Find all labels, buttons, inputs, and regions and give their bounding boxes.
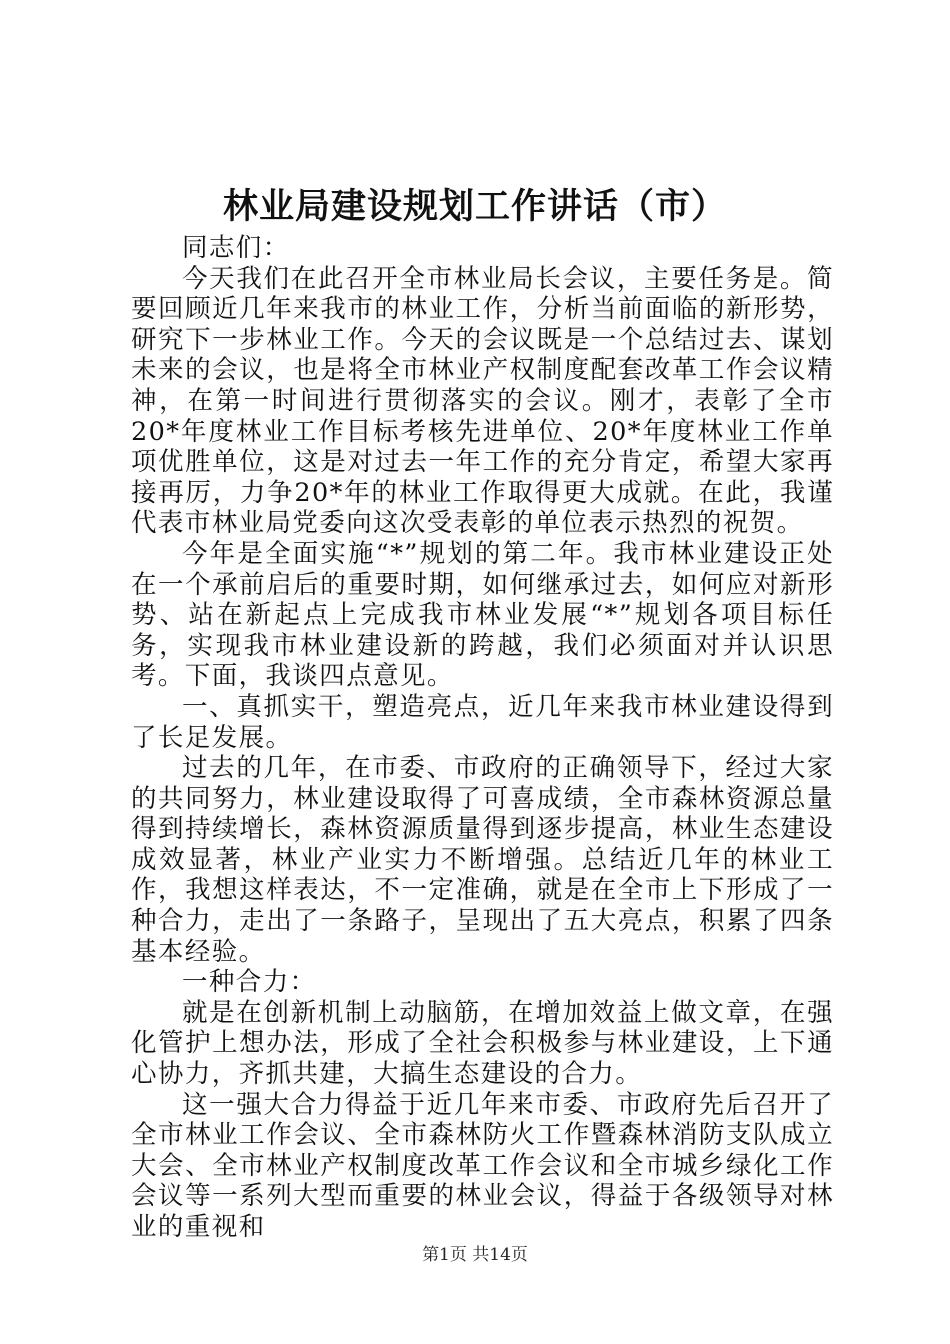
section-heading: 一、真抓实干，塑造亮点，近几年来我市林业建设得到了长足发展。 xyxy=(131,691,834,753)
document-body xyxy=(131,233,834,1243)
document-title: 林业局建设规划工作讲话（市） xyxy=(222,186,727,227)
body-paragraph: 这一强大合力得益于近几年来市委、市政府先后召开了全市林业工作会议、全市森林防火工作暨森林消防支队成立大会、全市林业产权制度改革工作会议和全市城乡绿化工作会议等一系列大型而重要的林业会议，得益于各级领导对林业的重视和 xyxy=(131,1089,834,1242)
body-paragraph: 过去的几年，在市委、市政府的正确领导下，经过大家的共同努力，林业建设取得了可喜成绩，全市森林资源总量得到持续增长，森林资源质量得到逐步提高，林业生态建设成效显著，林业产业实力不断增强。总结近几年的林业工作，我想这样表达，不一定准确，就是在全市上下形成了一种合力，走出了一条路子，呈现出了五大亮点，积累了四条基本经验。 xyxy=(131,753,834,967)
body-paragraph: 就是在创新机制上动脑筋，在增加效益上做文章，在强化管护上想办法，形成了全社会积极参与林业建设，上下通心协力，齐抓共建，大搞生态建设的合力。 xyxy=(131,997,834,1090)
body-paragraph: 今天我们在此召开全市林业局长会议，主要任务是。简要回顾近几年来我市的林业工作，分析当前面临的新形势，研究下一步林业工作。今天的会议既是一个总结过去、谋划未来的会议，也是将全市林业产权制度配套改革工作会议精神，在第一时间进行贯彻落实的会议。刚才，表彰了全市20*年度林业工作目标考核先进单位、20*年度林业工作单项优胜单位，这是对过去一年工作的充分肯定，希望大家再接再厉，力争20*年的林业工作取得更大成就。在此，我谨代表市林业局党委向这次受表彰的单位表示热烈的祝贺。 xyxy=(131,263,834,539)
salutation-paragraph: 同志们： xyxy=(182,233,290,263)
subheading-paragraph: 一种合力： xyxy=(182,967,317,998)
page-number-footer: 第1页 共14页 xyxy=(422,1245,528,1265)
body-paragraph: 今年是全面实施“*”规划的第二年。我市林业建设正处在一个承前启后的重要时期，如何继承过去，如何应对新形势、站在新起点上完成我市林业发展“*”规划各项目标任务，实现我市林业建设新的跨越，我们必须面对并认识思考。下面，我谈四点意见。 xyxy=(131,538,834,692)
